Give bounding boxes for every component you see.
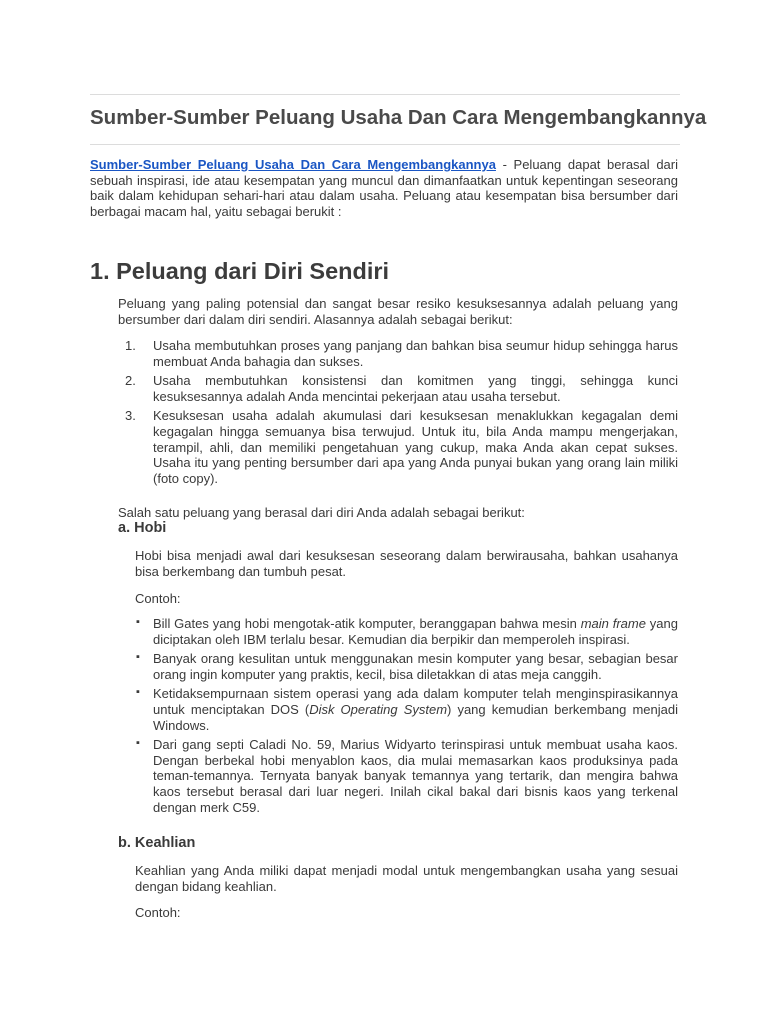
list-item: [136, 616, 678, 647]
list-item-text: Kesuksesan usaha adalah akumulasi dari kesuksesan menaklukkan kegagalan demi kegagalan hingga semuanya bisa terwujud. Untuk itu, bila Anda mampu mengerjakan, terampil, ahli, dan memiliki pengetahuan yang cukup, maka Anda akan cepat sukses. Usaha itu yang penting bersumber dari apa yang Anda punyai bukan yang orang lain miliki (foto copy).: [153, 408, 678, 486]
bullet-icon: ▪: [136, 686, 140, 699]
intro-text: - Peluang dapat berasal dari sebuah inspirasi, ide atau kesempatan yang muncul dan dimanfaatkan untuk kepentingan seseorang baik dalam kehidupan sehari-hari atau dalam usaha. Peluang atau kesempatan bisa bersumber dari berbagai macam hal, yaitu sebagai berukit :: [90, 157, 678, 219]
list-item: [125, 408, 678, 486]
bullet-icon: ▪: [136, 616, 140, 628]
keahlian-paragraph: Keahlian yang Anda miliki dapat menjadi modal untuk mengembangkan usaha yang sesuai dengan bidang keahlian.: [135, 863, 678, 894]
list-item: [136, 686, 678, 733]
subheading-keahlian: b. Keahlian: [118, 835, 196, 851]
intro-paragraph: [90, 157, 678, 219]
list-item-emphasis: main frame: [580, 616, 646, 631]
article-link[interactable]: Sumber-Sumber Peluang Usaha Dan Cara Mengembangkannya: [90, 157, 496, 172]
list-item-text: Usaha membutuhkan konsistensi dan komitmen yang tinggi, sehingga kunci kesuksesannya adalah Anda mencintai pekerjaan atau usaha tersebut.: [153, 373, 678, 404]
hobi-contoh-label: Contoh:: [135, 591, 181, 606]
title-divider: [90, 144, 680, 145]
hobi-paragraph: Hobi bisa menjadi awal dari kesuksesan seseorang dalam berwirausaha, bahkan usahanya bisa berkembang dan tumbuh pesat.: [135, 548, 678, 579]
hobi-examples-list: [136, 616, 678, 815]
list-item-text: Usaha membutuhkan proses yang panjang dan bahkan bisa seumur hidup sehingga harus membuat Anda bahagia dan sukses.: [153, 338, 678, 369]
list-number: 2.: [125, 373, 136, 389]
list-item-text: yang diciptakan oleh IBM terlalu besar. Kemudian dia berpikir dan memperoleh inspirasi.: [153, 616, 678, 647]
bullet-icon: ▪: [136, 651, 140, 664]
subheading-hobi: a. Hobi: [118, 520, 167, 536]
top-divider: [90, 94, 680, 95]
section-heading-diri-sendiri: 1. Peluang dari Diri Sendiri: [90, 258, 390, 284]
list-item-text: Dari gang septi Caladi No. 59, Marius Widyarto terinspirasi untuk membuat usaha kaos. Dengan berbekal hobi menyablon kaos, dia mulai memasarkan kaos produksinya pada teman-temannya. Ternyata banyak banyak temannya yang tertarik, dan mengira bahwa kaos tersebut berasal dari luar negeri. Inilah cikal bakal dari bisnis kaos yang terkenal dengan merk C59.: [153, 737, 678, 815]
list-item: [136, 651, 678, 682]
article-title: Sumber-Sumber Peluang Usaha Dan Cara Mengembangkannya: [90, 106, 707, 129]
list-item-text: Ketidaksempurnaan sistem operasi yang ada dalam komputer telah menginspirasikannya untuk menciptakan DOS (: [153, 686, 678, 717]
list-item: [125, 338, 678, 369]
list-number: 3.: [125, 408, 136, 424]
list-item: [136, 737, 678, 815]
section1-after-paragraph: Salah satu peluang yang berasal dari diri Anda adalah sebagai berikut:: [118, 505, 525, 520]
list-item-text: Banyak orang kesulitan untuk menggunakan mesin komputer yang besar, sebagian besar orang ingin komputer yang praktis, kecil, bisa diletakkan di atas meja canggih.: [153, 651, 678, 682]
list-number: 1.: [125, 338, 136, 353]
keahlian-contoh-label: Contoh:: [135, 905, 181, 920]
bullet-icon: ▪: [136, 737, 140, 750]
list-item-text: Bill Gates yang hobi mengotak-atik komputer, beranggapan bahwa mesin: [153, 616, 581, 631]
reasons-list: [125, 338, 678, 486]
section1-paragraph: Peluang yang paling potensial dan sangat besar resiko kesuksesannya adalah peluang yang bersumber dari dalam diri sendiri. Alasannya adalah sebagai berikut:: [118, 296, 678, 327]
list-item-emphasis: Disk Operating System: [309, 701, 448, 717]
list-item: [125, 373, 678, 404]
list-item-text: ) yang kemudian berkembang menjadi Windows.: [153, 701, 678, 733]
